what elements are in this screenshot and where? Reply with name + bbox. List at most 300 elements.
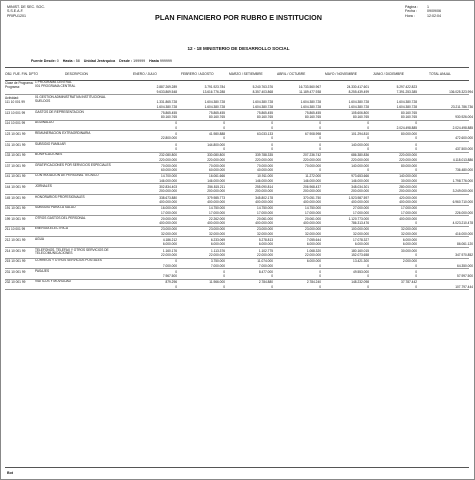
row-code: 113 10 001 99 xyxy=(5,110,26,115)
row-description: PASAJES xyxy=(35,268,50,273)
row-value-e: 140.000.000 xyxy=(351,163,369,168)
row-description: REMUNERACION EXTRAORDINARIA xyxy=(35,131,91,135)
row-description: GRATIFICACIONES POR SERVICIOS ESPECIALES xyxy=(35,162,111,167)
row-value-c: 7.000.000 xyxy=(258,263,273,268)
row-value-c: 0 xyxy=(271,121,273,126)
date-value: 09/09/06 xyxy=(427,9,441,14)
row-code: 214 10 001 99 xyxy=(5,248,26,253)
ministry-title: 12 - 18 MINISTERIO DE DESARROLLO SOCIAL xyxy=(187,46,290,51)
row-value-f: 30.000.000 xyxy=(401,178,417,183)
row-value-e: 686.380.836 xyxy=(351,153,369,158)
row-code: 199 10 001 99 xyxy=(5,216,26,221)
row-value-f: 1.604.380.728 xyxy=(396,100,417,105)
row-description: AGUA xyxy=(35,237,45,241)
row-value-a: 1.604.380.728 xyxy=(156,104,177,109)
row-value-a: 1.331.865.728 xyxy=(156,100,177,105)
row-value-c: 11.074.000 xyxy=(257,259,273,264)
row-value-c: 2.784.880 xyxy=(258,280,273,285)
row-value-f: 0 xyxy=(415,252,417,257)
row-total: 226.000.000 xyxy=(455,210,473,215)
row-value-d: 400.000.000 xyxy=(303,199,321,204)
row-value-f: 0 xyxy=(415,136,417,141)
row-value-e: 6.000.000 xyxy=(354,242,369,247)
row-value-f: 6.000.000 xyxy=(402,238,417,242)
row-value-d: 32.000.000 xyxy=(305,231,321,236)
row-value-e: 17.078.327 xyxy=(353,238,369,242)
row-value-c: 0 xyxy=(271,284,273,289)
row-divider xyxy=(5,194,469,195)
row-value-e: 140.000.000 xyxy=(351,142,369,147)
row-value-a: 0 xyxy=(175,121,177,126)
row-value-e: 0 xyxy=(367,121,369,126)
row-total: 86.061.120 xyxy=(457,242,473,247)
row-value-b: 1.604.380.728 xyxy=(204,100,225,105)
row-value-f: 0 xyxy=(415,284,417,289)
row-divider xyxy=(5,279,469,280)
row-value-d: 0 xyxy=(319,274,321,279)
column-header-4: MARZO / SETIEMBRE xyxy=(229,72,263,76)
row-value-d: 7.055.644 xyxy=(306,238,321,242)
row-value-e: 348.034.301 xyxy=(351,185,369,189)
row-value-d: 207.236.742 xyxy=(303,153,321,158)
row-total: 57.997.500 xyxy=(457,274,473,279)
column-header-1: DESCRIPCION xyxy=(65,72,88,76)
row-value-c: 345.802.178 xyxy=(255,195,273,200)
footer-text: Bot xyxy=(7,471,13,475)
row-value-c: 0 xyxy=(271,125,273,130)
row-value-f: 32.000.000 xyxy=(401,227,417,232)
filter-0 xyxy=(31,59,59,63)
row-description: CORREOS Y OTROS SERVICIOS POSTALES xyxy=(35,258,102,263)
column-header-8: TOTAL ANUAL xyxy=(429,72,451,76)
row-total: 107.797.444 xyxy=(455,284,473,289)
row-value-e: 0 xyxy=(367,146,369,151)
filter-3 xyxy=(119,59,145,63)
row-value-d: 206.968.437 xyxy=(303,185,321,189)
row-value-f: 32.000.000 xyxy=(401,231,417,236)
row-value-a: 200.000.000 xyxy=(159,189,177,194)
row-value-e: 8.255.439.499 xyxy=(348,89,369,94)
row-value-e: 152.073.658 xyxy=(351,252,369,257)
row-value-e: 32.000.000 xyxy=(353,231,369,236)
row-value-f: 220.000.000 xyxy=(399,157,417,162)
row-value-d: 146.000.000 xyxy=(303,178,321,183)
row-value-e: 220.000.000 xyxy=(351,157,369,162)
row-value-d: 1.604.380.728 xyxy=(300,104,321,109)
row-value-e: 1.604.380.728 xyxy=(348,104,369,109)
row-code: 114 10 001 99 xyxy=(5,121,26,126)
row-value-c: 20.061.000 xyxy=(257,216,273,221)
row-value-a: 0 xyxy=(175,132,177,136)
row-value-b: 146.000.000 xyxy=(207,178,225,183)
row-value-b: 17.000.000 xyxy=(209,210,225,215)
row-total: 4.023.210.478 xyxy=(452,221,473,226)
row-value-a: 0 xyxy=(175,284,177,289)
row-value-e: 400.000.000 xyxy=(351,199,369,204)
row-description: JORNALES xyxy=(35,184,52,188)
row-divider xyxy=(5,162,469,163)
row-value-e: 0 xyxy=(367,168,369,173)
row-value-a: 1.160.176 xyxy=(162,248,177,253)
row-value-c: 14.750.000 xyxy=(257,206,273,211)
row-value-f: 7.391.253.385 xyxy=(396,89,417,94)
row-value-a: 7.000.000 xyxy=(162,263,177,268)
row-value-a: 0 xyxy=(175,259,177,264)
row-divider xyxy=(5,258,469,259)
row-code: 131 10 001 99 xyxy=(5,142,26,147)
row-value-d: 70.000.000 xyxy=(305,163,321,168)
row-description: 01 GESTION ADMINISTRATIVA INSTITUCIONAL xyxy=(35,94,106,99)
row-value-d: 23.000.000 xyxy=(305,227,321,232)
row-code: 232 10 001 99 xyxy=(5,280,26,285)
column-header-7: JUNIO / DICIEMBRE xyxy=(373,72,404,76)
row-value-d: 16.733.560.967 xyxy=(298,85,321,90)
row-total: 6.960.710.000 xyxy=(452,199,473,204)
row-value-b: 0 xyxy=(223,146,225,151)
row-value-b: 14.750.000 xyxy=(209,206,225,211)
row-value-e: 973.653.666 xyxy=(351,174,369,179)
row-value-f: 0 xyxy=(415,274,417,279)
row-value-b: 70.000.000 xyxy=(209,163,225,168)
row-total: 347.970.852 xyxy=(455,252,473,257)
row-value-b: 23.000.000 xyxy=(209,227,225,232)
row-code: 215 10 001 99 xyxy=(5,259,26,264)
row-value-a: 23.000.000 xyxy=(161,227,177,232)
row-value-b: 11.966.000 xyxy=(209,280,225,285)
footer-rule xyxy=(5,467,469,468)
row-value-c: 5.240.763.376 xyxy=(252,85,273,90)
row-value-a: 0 xyxy=(175,146,177,151)
time-value: 12:02:04 xyxy=(427,13,441,18)
row-code: Actividad: xyxy=(5,95,19,100)
row-value-e: 146.000.000 xyxy=(351,178,369,183)
row-value-e: 49.553.000 xyxy=(353,269,369,274)
row-value-c: 0 xyxy=(271,274,273,279)
row-value-a: 302.834.403 xyxy=(159,185,177,189)
row-value-d: 0 xyxy=(319,125,321,130)
row-value-e: 0 xyxy=(367,125,369,130)
row-value-e: 1.120.773.000 xyxy=(348,216,369,221)
filter-2 xyxy=(84,59,115,63)
row-value-b: 144.800.000 xyxy=(207,142,225,147)
column-header-3: FEBRERO / AGOSTO xyxy=(181,72,214,76)
row-description: SUELDOS xyxy=(35,99,51,104)
row-value-b: 0 xyxy=(223,284,225,289)
row-value-b: 379.985.773 xyxy=(207,195,225,200)
row-code: 191 10 001 99 xyxy=(5,206,26,211)
row-value-f: 0 xyxy=(415,142,417,147)
row-total: 1.798.776.000 xyxy=(452,178,473,183)
row-code: 212 10 001 99 xyxy=(5,238,26,242)
row-divider xyxy=(5,289,469,290)
row-value-d: 220.000.000 xyxy=(303,157,321,162)
row-value-e: 105.606.800 xyxy=(351,110,369,115)
row-value-e: 1.523.987.597 xyxy=(348,195,369,200)
row-value-b: 0 xyxy=(223,269,225,274)
row-value-d: 67.908.998 xyxy=(305,132,321,136)
row-value-d: 75.865.455 xyxy=(305,110,321,115)
row-value-b: 6.233.069 xyxy=(210,238,225,242)
row-value-c: 80.160.765 xyxy=(257,115,273,120)
row-value-a: 17.000.000 xyxy=(161,210,177,215)
date-label: Fecha : xyxy=(405,9,417,14)
row-value-f: 0 xyxy=(415,168,417,173)
row-code: 137 10 001 99 xyxy=(5,163,26,168)
row-value-e: 17.000.000 xyxy=(353,210,369,215)
row-value-f: 5.297.422.823 xyxy=(396,85,417,90)
row-value-c: 75.865.455 xyxy=(257,110,273,115)
row-description: BONIFICACIONES xyxy=(35,152,63,157)
row-description: AGUINALDO xyxy=(35,120,54,125)
row-value-b: 0 xyxy=(223,121,225,126)
row-divider xyxy=(5,247,469,248)
row-value-b: 0 xyxy=(223,274,225,279)
row-value-f: 80.000.000 xyxy=(401,132,417,136)
row-value-d: 370.051.750 xyxy=(303,195,321,200)
row-value-b: 22.000.000 xyxy=(209,252,225,257)
row-value-b: 6.000.000 xyxy=(210,242,225,247)
row-value-c: 23.000.000 xyxy=(257,227,273,232)
row-value-c: 0 xyxy=(271,146,273,151)
row-divider xyxy=(5,94,469,95)
row-value-a: 60.000.000 xyxy=(161,168,177,173)
filter-bar xyxy=(31,59,172,63)
row-value-d: 17.000.000 xyxy=(305,210,321,215)
row-value-a: 6.000.000 xyxy=(162,242,177,247)
row-value-e: 0 xyxy=(367,136,369,141)
row-value-e: 100.000.000 xyxy=(351,227,369,232)
row-value-f: 400.000.000 xyxy=(399,199,417,204)
row-value-a: 400.000.000 xyxy=(159,221,177,226)
row-value-f: 0 xyxy=(415,221,417,226)
row-value-a: 879.296 xyxy=(165,280,177,285)
row-value-c: 5.278.813 xyxy=(258,238,273,242)
row-total: 136.025.323.994 xyxy=(449,89,473,94)
row-value-b: 75.865.455 xyxy=(209,110,225,115)
row-description: HONORARIOS PROFESIONALES xyxy=(35,194,85,199)
row-value-b: 60.000.000 xyxy=(209,168,225,173)
row-value-a: 75.865.455 xyxy=(161,110,177,115)
report-title: PLAN FINANCIERO POR RUBRO E INSTITUCION xyxy=(155,13,322,22)
row-divider xyxy=(5,120,469,121)
row-value-a: 7.967.500 xyxy=(162,274,177,279)
org-line-1: MINIST. DE SEC. SOC. xyxy=(7,5,45,9)
row-value-c: 255.090.814 xyxy=(255,185,273,189)
row-divider xyxy=(5,152,469,153)
row-value-b: 0 xyxy=(223,125,225,130)
row-description: TELEFONOS, TELEFAX Y OTROS SERVICIOS DE TELECOMUNICACIONES xyxy=(35,247,109,256)
row-value-f: 1.604.380.728 xyxy=(396,104,417,109)
row-description: SUBSIDIO FAMILIAR xyxy=(35,141,66,146)
row-value-a: 20.000.000 xyxy=(161,216,177,221)
row-value-b: 200.000.000 xyxy=(207,189,225,194)
row-value-c: 40.000.000 xyxy=(257,168,273,173)
row-value-c: 17.000.000 xyxy=(257,210,273,215)
row-code: 231 10 001 99 xyxy=(5,269,26,274)
row-description: ENERGIA ELECTRICA xyxy=(35,226,68,231)
row-value-c: 10.911.000 xyxy=(257,174,273,179)
filter-label: Unidad Jerárquica xyxy=(83,59,116,63)
row-value-e: 180.160.015 xyxy=(351,248,369,253)
row-value-c: 32.000.000 xyxy=(257,231,273,236)
row-value-f: 80.160.765 xyxy=(401,110,417,115)
filter-label: Desde : xyxy=(119,59,134,63)
row-value-a: 232.080.800 xyxy=(159,153,177,158)
row-divider xyxy=(5,141,469,142)
row-code: 145 10 001 99 xyxy=(5,195,26,200)
row-value-f: 80.160.765 xyxy=(401,115,417,120)
row-value-a: 338.673.880 xyxy=(159,195,177,200)
row-value-e: 101.294.810 xyxy=(351,132,369,136)
row-value-e: 80.160.765 xyxy=(353,115,369,120)
row-value-f: 2.024.498.885 xyxy=(396,125,417,130)
row-value-c: 0 xyxy=(271,136,273,141)
row-value-a: 32.000.000 xyxy=(161,231,177,236)
row-value-c: 200.000.000 xyxy=(255,189,273,194)
row-total: 2.024.498.885 xyxy=(452,125,473,130)
row-value-a: 14.700.000 xyxy=(161,174,177,179)
row-value-a: 22.000.000 xyxy=(161,252,177,257)
row-divider xyxy=(5,205,469,206)
row-value-f: 200.000.000 xyxy=(399,189,417,194)
row-total: 416.000.000 xyxy=(455,231,473,236)
row-total: 64.350.000 xyxy=(457,263,473,268)
row-divider xyxy=(5,268,469,269)
row-value-a: 4.186.212 xyxy=(162,238,177,242)
row-value-a: 0 xyxy=(175,125,177,130)
filter-1 xyxy=(63,59,80,63)
row-value-d: 0 xyxy=(319,142,321,147)
row-value-b: 3.750.000 xyxy=(210,259,225,264)
row-value-c: 400.000.000 xyxy=(255,221,273,226)
row-value-e: 1.604.380.728 xyxy=(348,100,369,105)
row-value-d: 80.160.765 xyxy=(305,115,321,120)
row-value-c: 6.000.000 xyxy=(258,242,273,247)
row-value-b: 1.113.376 xyxy=(211,248,225,253)
row-value-e: 0 xyxy=(367,284,369,289)
row-value-e: 24.330.417.601 xyxy=(346,85,369,90)
row-value-b: 330.080.800 xyxy=(207,153,225,158)
row-value-b: 16.061.666 xyxy=(209,174,225,179)
row-value-d: 0 xyxy=(319,121,321,126)
row-divider xyxy=(5,215,469,216)
row-total: 4.118.013.886 xyxy=(452,157,473,162)
row-description: SUBSIDIO PARA LA SALUD xyxy=(35,205,76,210)
row-value-c: 1.102.775 xyxy=(258,248,273,253)
row-value-f: 17.000.000 xyxy=(401,206,417,211)
row-value-f: 0 xyxy=(415,146,417,151)
row-value-a: 2.887.269.289 xyxy=(156,85,177,90)
row-value-c: 22.000.000 xyxy=(257,252,273,257)
row-total: 437.500.000 xyxy=(455,146,473,151)
row-total: 736.480.000 xyxy=(455,168,473,173)
row-total: 23.211.786.736 xyxy=(451,104,473,109)
row-description: VIATICOS Y MOVILIDAD xyxy=(35,279,71,284)
row-value-e: 13.421.300 xyxy=(353,259,369,264)
filter-label: Fuente Desde: xyxy=(31,59,57,63)
row-value-f: 30.000.000 xyxy=(401,248,417,253)
row-description: 001 PROGRAMA CENTRAL xyxy=(35,84,76,89)
row-divider xyxy=(5,183,469,184)
row-value-d: 1.604.380.728 xyxy=(300,100,321,105)
row-value-c: 220.000.000 xyxy=(255,157,273,162)
filter-value: 999999 xyxy=(159,59,172,63)
row-value-c: 70.000.000 xyxy=(257,163,273,168)
row-value-f: 6.000.000 xyxy=(402,242,417,247)
row-value-a: 400.000.000 xyxy=(159,199,177,204)
row-value-a: 80.160.765 xyxy=(161,115,177,120)
row-description: CONTRATACION DE PERSONAL TECNICO xyxy=(35,173,99,178)
row-value-a: 220.000.000 xyxy=(159,157,177,162)
row-code: Clase de Programa: xyxy=(5,81,34,85)
page-number: 1 xyxy=(427,5,429,9)
row-value-d: 200.000.000 xyxy=(303,189,321,194)
row-value-e: 0 xyxy=(367,263,369,268)
row-value-b: 220.000.000 xyxy=(207,157,225,162)
row-value-d: 0 xyxy=(319,168,321,173)
row-value-b: 400.000.000 xyxy=(207,199,225,204)
filter-label: Hasta xyxy=(149,59,160,63)
row-value-b: 400.000.000 xyxy=(207,221,225,226)
row-value-c: 63.033.133 xyxy=(257,132,273,136)
row-value-c: 400.000.000 xyxy=(255,199,273,204)
row-value-b: 0 xyxy=(223,136,225,141)
column-header xyxy=(5,67,469,81)
org-line-2: S.S.E.A.F. xyxy=(7,9,24,14)
filter-value: 58 xyxy=(75,59,80,63)
row-divider xyxy=(5,173,469,174)
row-value-d: 6.000.000 xyxy=(306,259,321,264)
row-value-f: 280.000.000 xyxy=(399,185,417,189)
row-value-b: 22.262.000 xyxy=(209,216,225,221)
filter-4 xyxy=(149,59,172,63)
row-divider xyxy=(5,226,469,227)
row-value-f: 420.000.000 xyxy=(399,195,417,200)
row-value-b: 7.000.000 xyxy=(210,263,225,268)
row-value-f: 0 xyxy=(415,263,417,268)
row-description: GASTOS DE REPRESENTACION xyxy=(35,109,84,114)
row-code: 111 10 001 99 xyxy=(5,100,25,105)
row-value-c: 8.477.000 xyxy=(258,269,273,274)
row-value-a: 16.000.000 xyxy=(161,206,177,211)
row-code: 141 10 001 99 xyxy=(5,174,26,179)
row-value-d: 0 xyxy=(319,263,321,268)
row-value-d: 0 xyxy=(319,284,321,289)
row-value-f: 220.000.000 xyxy=(399,153,417,158)
row-value-c: 1.604.380.728 xyxy=(252,100,273,105)
column-header-5: ABRIL / OCTUBRE xyxy=(277,72,306,76)
row-value-d: 1.068.320 xyxy=(306,248,321,253)
row-value-e: 27.000.000 xyxy=(353,206,369,211)
row-value-b: 32.000.000 xyxy=(209,231,225,236)
row-value-f: 400.000.000 xyxy=(399,216,417,221)
row-value-b: 1.604.380.728 xyxy=(204,104,225,109)
time-label: Hora : xyxy=(405,13,415,18)
row-value-f: 140.000.000 xyxy=(399,174,417,179)
row-value-b: 256.815.211 xyxy=(207,185,225,189)
row-value-c: 0 xyxy=(271,142,273,147)
row-divider xyxy=(5,236,469,237)
row-value-d: 22.000.000 xyxy=(305,252,321,257)
row-code: Programa: xyxy=(5,85,20,90)
row-value-b: 41.980.888 xyxy=(209,132,225,136)
page-label: Página : xyxy=(405,5,419,9)
row-value-d: 400.000.000 xyxy=(303,221,321,226)
row-value-e: 148.232.098 xyxy=(351,280,369,285)
row-divider xyxy=(5,109,469,110)
row-value-a: 0 xyxy=(175,142,177,147)
row-value-b: 3.791.923.784 xyxy=(204,85,225,90)
